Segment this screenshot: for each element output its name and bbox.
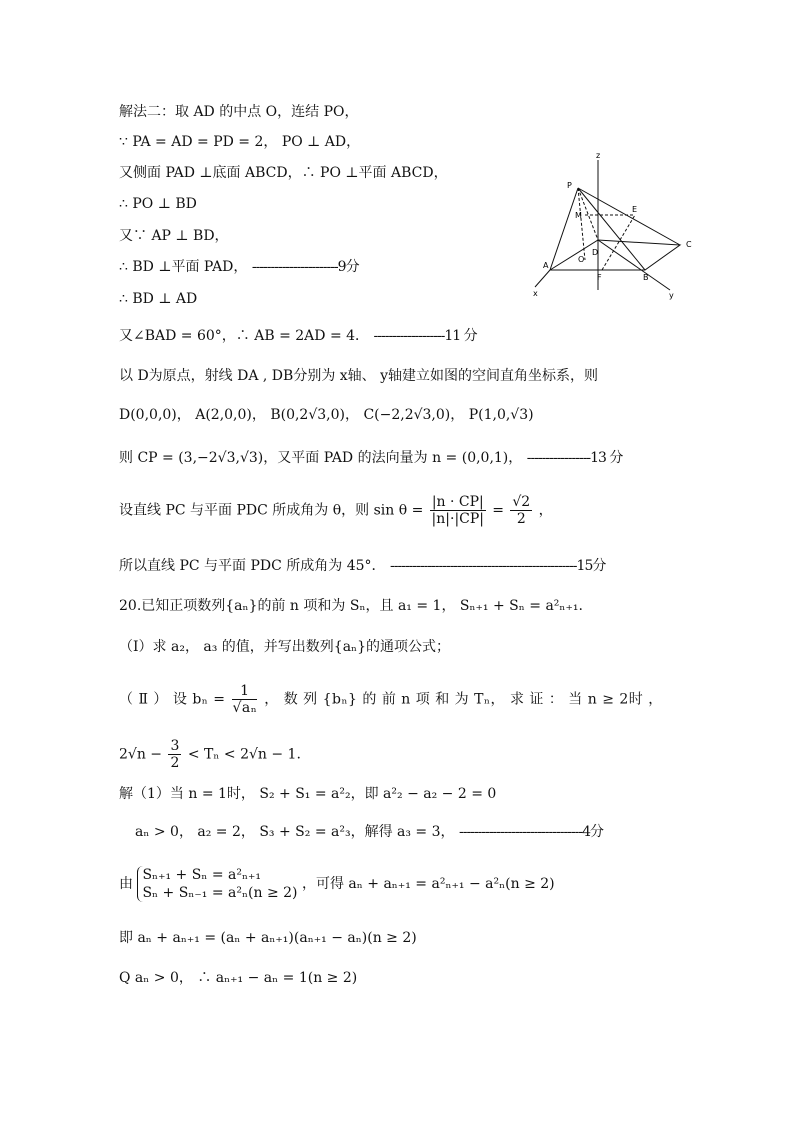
bn-denominator: √aₙ — [232, 700, 258, 716]
solution2-line4: ∴ PO ⊥ BD — [119, 196, 197, 212]
conclusion-text: 所以直线 PC 与平面 PDC 所成角为 45°． — [119, 558, 386, 574]
part2-lead: （ Ⅱ ） 设 bₙ = — [119, 691, 226, 708]
answer-line4: 即 aₙ + aₙ₊₁ = (aₙ + aₙ₊₁)(aₙ₊₁ − aₙ)(n ≥ 2) — [119, 930, 417, 946]
result-numerator: √2 — [512, 494, 531, 510]
equation-system — [137, 866, 297, 902]
label-o: O — [578, 255, 585, 264]
answer-line1: 解（1）当 n = 1时， S₂ + S₁ = a²₂，即 a²₂ − a₂ − 2 = 0 — [119, 786, 497, 802]
angle-line — [119, 494, 553, 527]
coordinates-line: D(0,0,0)， A(2,0,0)， B(0,2√3,0)， C(−2,2√3,0)， P(1,0,√3) — [119, 407, 534, 423]
solution2-line8 — [119, 326, 477, 346]
system-row2: Sₙ + Sₙ₋₁ = a²ₙ(n ≥ 2) — [142, 885, 298, 901]
question-20-part1: （Ⅰ）求 a₂， a₃ 的值，并写出数列{aₙ}的通项公式； — [119, 639, 451, 655]
solution2-line9: 以 D为原点，射线 DA , DB分别为 x轴、 y轴建立如图的空间直角坐标系，则 — [119, 368, 599, 384]
answer-line2-text: aₙ > 0， a₂ = 2， S₃ + S₂ = a²₃，解得 a₃ = 3， — [135, 824, 455, 840]
score-mark-11: -------------------11 分 — [373, 328, 477, 344]
base-outline — [550, 240, 680, 270]
sin-fraction — [430, 494, 486, 527]
solution2-line6-text: ∴ BD ⊥平面 PAD， — [119, 259, 248, 275]
three-halves-fraction — [168, 738, 181, 771]
guide-line-2 — [578, 188, 585, 260]
answer-line3 — [119, 866, 555, 902]
edge-pb — [578, 188, 645, 270]
answer-line3-suffix: ，可得 aₙ + aₙ₊₁ = a²ₙ₊₁ − a²ₙ(n ≥ 2) — [301, 876, 555, 892]
label-b: B — [643, 273, 649, 282]
solution2-line1: 解法二：取 AD 的中点 O，连结 PO， — [119, 104, 359, 120]
score-mark-13: -----------------13 分 — [526, 450, 623, 466]
angle-line-text: 设直线 PC 与平面 PDC 所成角为 θ，则 sin θ = — [119, 502, 424, 519]
normal-vector-text: n = (0,0,1)， — [432, 450, 523, 466]
x-axis — [535, 270, 550, 287]
pyramid-figure — [530, 150, 700, 300]
bn-fraction — [232, 683, 257, 716]
vector-line — [119, 448, 622, 468]
solution2-line8-text: 又∠BAD = 60°，∴ AB = 2AD = 4． — [119, 328, 370, 344]
answer-line3-prefix: 由 — [119, 876, 133, 892]
label-c: C — [686, 240, 692, 249]
inequality-left: 2√n − — [119, 746, 167, 763]
inequality-right: < Tₙ < 2√n − 1. — [187, 746, 301, 763]
label-p: P — [567, 181, 572, 190]
inequality-line — [119, 738, 301, 771]
label-z: z — [596, 151, 601, 160]
label-x: x — [533, 289, 538, 298]
question-20-stem: 20.已知正项数列{aₙ}的前 n 项和为 Sₙ，且 a₁ = 1， Sₙ₊₁ + Sₙ = a²ₙ₊₁. — [119, 598, 583, 614]
label-y: y — [669, 291, 674, 300]
score-mark-9: -----------------------9分 — [251, 259, 359, 275]
solution2-line5: 又∵ AP ⊥ BD， — [119, 228, 229, 244]
label-f: F — [597, 273, 602, 282]
angle-line-end: ， — [538, 502, 553, 519]
bn-numerator: 1 — [232, 683, 257, 700]
score-mark-15: --------------------------------------------------15分 — [390, 558, 606, 574]
three-halves-numerator: 3 — [170, 738, 180, 754]
vector-cp-text: CP = (3,−2√3,√3)，又平面 PAD 的法向量为 — [137, 450, 428, 466]
result-denominator: 2 — [516, 511, 526, 527]
solution2-line3: 又侧面 PAD ⊥底面 ABCD，∴ PO ⊥平面 ABCD， — [119, 165, 448, 181]
edge-pa — [550, 188, 578, 270]
question-20-part2 — [119, 683, 663, 716]
equals-sign: = — [492, 502, 504, 519]
label-a: A — [543, 261, 549, 270]
label-e: E — [632, 205, 638, 214]
score-mark-4: ---------------------------------4分 — [458, 824, 603, 840]
part2-tail: ， 数 列 {bₙ} 的 前 n 项 和 为 Tₙ， 求 证 ： 当 n ≥ 2时 ， — [264, 691, 663, 708]
system-row1: Sₙ₊₁ + Sₙ = a²ₙ₊₁ — [142, 867, 262, 883]
vector-line-prefix: 则 — [119, 450, 133, 466]
y-axis — [598, 240, 670, 290]
label-d: D — [592, 248, 599, 257]
solution2-line7: ∴ BD ⊥ AD — [119, 291, 198, 307]
edge-pc — [578, 188, 680, 245]
answer-line2 — [135, 822, 603, 842]
result-fraction — [510, 494, 532, 527]
sin-fraction-denominator: |n|·|CP| — [431, 511, 485, 527]
solution2-line2: ∵ PA = AD = PD = 2， PO ⊥ AD， — [119, 134, 361, 150]
sin-fraction-numerator: |n · CP| — [431, 494, 484, 510]
conclusion-line — [119, 556, 605, 576]
solution2-line6 — [119, 257, 359, 277]
answer-line5: Q aₙ > 0， ∴ aₙ₊₁ − aₙ = 1(n ≥ 2) — [119, 970, 358, 986]
label-m: M — [575, 211, 582, 220]
three-halves-denominator: 2 — [170, 755, 180, 771]
